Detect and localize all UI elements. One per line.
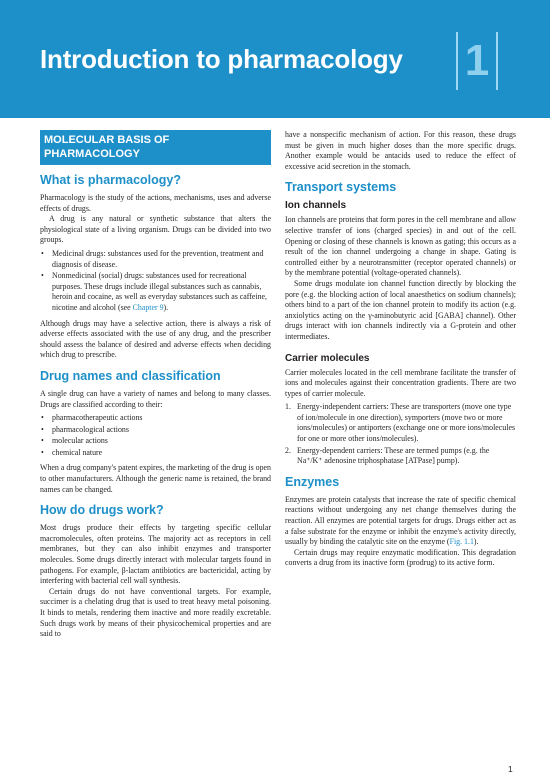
chapter-title: Introduction to pharmacology (40, 44, 403, 74)
chapter-number: 1 (456, 32, 498, 90)
bullet-icon: • (41, 447, 44, 457)
paragraph: Most drugs produce their effects by targeting specific cellular macromolecules, often proteins. The majority act as receptors in cell membranes, but they can also inhibit enzymes and transporter molecules. Some drugs directly interact with molecular targets found in pathogens. For example, β-lactam antibiotics are bactericidal, acting by interfering with bacterial cell wall synthesis. (40, 523, 271, 586)
list-item: • Medicinal drugs: substances used for the prevention, treatment and diagnosis of disease. (41, 248, 264, 269)
paragraph: Carrier molecules located in the cell membrane facilitate the transfer of ions and molecules against their concentration gradients. There are two types of carrier molecule. (285, 367, 516, 398)
page-number: 1 (508, 764, 513, 774)
list-item: 1. Energy-independent carriers: These are transporters (move one type of ion/molecule in one direction), symporters (move two or more ions/molecules) or antiporters (exchange one or more ions/molecules for one or more other ions/molecules). (285, 402, 516, 444)
bullet-icon: • (41, 424, 44, 434)
heading-enzymes: Enzymes (285, 474, 340, 489)
bullet-icon: • (41, 436, 44, 446)
list-item: 2. Energy-dependent carriers: These are termed pumps (e.g. the Na⁺/K⁺ adenosine triphosphatase [ATPase] pump). (285, 445, 490, 466)
list-item: • chemical nature (41, 447, 103, 457)
chapter-banner (0, 0, 550, 118)
carrier-types-list (285, 402, 516, 467)
heading-transport-systems: Transport systems (285, 180, 397, 195)
paragraph: Pharmacology is the study of the actions, mechanisms, uses and adverse effects of drugs. (40, 193, 271, 213)
paragraph: Enzymes are protein catalysts that increase the rate of specific chemical reactions without undergoing any net change themselves during the reaction. All enzymes are potential targets for drugs. Drugs either act as a false substrate for the enzyme or inhibit the enzyme's activity directly, usually by binding the catalytic site on the enzyme (Fig. 1.1). (285, 494, 516, 547)
paragraph: have a nonspecific mechanism of action. For this reason, these drugs must be given in much higher doses than the more specific drugs. Another example would be antacids used to reduce the effect of excessive acid secretion in the stomach. (285, 130, 516, 171)
subheading-ion-channels: Ion channels (285, 200, 347, 212)
drug-groups-list (40, 249, 271, 314)
bullet-icon: • (41, 271, 44, 281)
right-column (285, 130, 516, 569)
paragraph: Certain drugs do not have conventional targets. For example, succimer is a chelating drug that is used to treat heavy metal poisoning. It binds to metals, rendering them inactive and more readily excretable. Such drugs work by means of their physicochemical properties and are said to (40, 586, 271, 639)
heading-drug-names: Drug names and classification (40, 368, 221, 383)
paragraph: A single drug can have a variety of names and belong to many classes. Drugs are classified according to their: (40, 388, 271, 409)
subheading-carrier-molecules: Carrier molecules (285, 352, 370, 364)
bullet-icon: • (41, 413, 44, 423)
paragraph: When a drug company's patent expires, the marketing of the drug is open to other manufacturers. Although the generic name is retained, the brand names can be changed. (40, 463, 271, 494)
section-heading-molecular-basis: MOLECULAR BASIS OF PHARMACOLOGY (40, 130, 271, 165)
list-item: • pharmacological actions (41, 424, 129, 434)
paragraph: Certain drugs may require enzymatic modification. This degradation converts a drug from its inactive form (prodrug) to its active form. (285, 547, 516, 568)
heading-how-drugs-work: How do drugs work? (40, 503, 164, 518)
classification-list (40, 413, 271, 458)
figure-link[interactable]: Fig. 1.1 (449, 537, 474, 547)
chapter-link[interactable]: Chapter 9 (132, 302, 164, 312)
paragraph: A drug is any natural or synthetic substance that alters the physiological state of a living organism. Drugs can be divided into two groups. (40, 214, 271, 245)
list-item: • molecular actions (41, 436, 108, 446)
list-item: • Nonmedicinal (social) drugs: substances used for recreational purposes. These drugs include illegal substances such as cannabis, heroin and cocaine, as well as everyday substances such as caffeine, nicotine and alcohol (see Chapter 9). (41, 271, 268, 312)
list-item: • pharmacotherapeutic actions (41, 413, 143, 423)
paragraph: Although drugs may have a selective action, there is always a risk of adverse effects associated with the use of any drug, and the prescriber should assess the balance of desired and adverse effects when deciding which drug to prescribe. (40, 318, 271, 360)
paragraph: Ion channels are proteins that form pores in the cell membrane and allow selective transfer of ions (charged species) in and out of the cell. Opening or closing of these channels is known as gating; this occurs as a result of the ion channel undergoing a change in shape. Gating is controlled either by a neurotransmitter (receptor operated channels) or by the membrane potential (voltage-operated channels). (285, 215, 516, 278)
left-column (40, 130, 271, 640)
paragraph: Some drugs modulate ion channel function directly by blocking the pore (e.g. the blocking action of local anaesthetics on sodium channels); others bind to a part of the ion channel protein to modify its action (e.g. anxiolytics acting on the γ-aminobutyric acid [GABA] channel). Other drugs interact with ion channels indirectly via a G-protein and other intermediates. (285, 278, 516, 341)
bullet-icon: • (41, 248, 44, 258)
heading-what-is-pharmacology: What is pharmacology? (40, 173, 181, 187)
